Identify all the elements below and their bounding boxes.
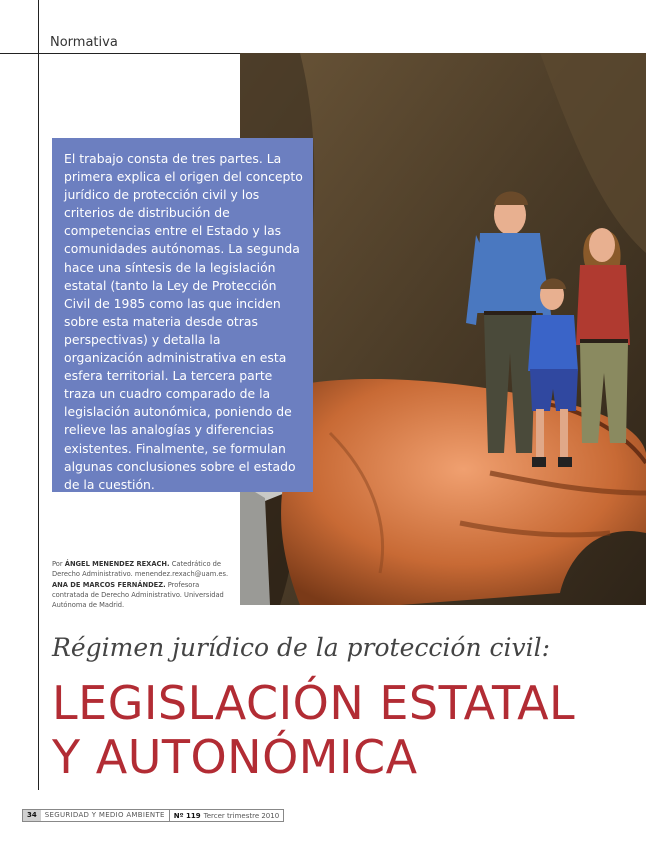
margin-rule-vertical — [38, 0, 39, 790]
magazine-name: SEGURIDAD Y MEDIO AMBIENTE — [41, 810, 170, 821]
credit-prefix: Por — [52, 560, 65, 568]
issue-period: Tercer trimestre 2010 — [203, 811, 280, 820]
article-subtitle: Régimen jurídico de la protección civil: — [52, 633, 551, 662]
section-label: Normativa — [50, 35, 118, 50]
author2-name: ANA DE MARCOS FERNÁNDEZ. — [52, 580, 166, 589]
author1-name: ÁNGEL MENENDEZ REXACH. — [64, 560, 170, 568]
author-credit — [52, 559, 237, 610]
page-number: 34 — [23, 810, 41, 821]
author1-role: Catedrático de Derecho Administrativo. menendez.rexach@uam.es. — [52, 560, 229, 579]
author2-role: Profesora contratada de Derecho Administrativo. Universidad Autónoma de Madrid. — [52, 580, 224, 610]
page-footer — [22, 809, 284, 822]
issue-number: Nº 119 — [173, 811, 201, 820]
title-line-2: Y AUTONÓMICA — [52, 730, 418, 784]
title-line-1: LEGISLACIÓN ESTATAL — [52, 676, 576, 730]
summary-box — [52, 138, 313, 492]
article-title — [52, 676, 575, 784]
summary-text: El trabajo consta de tres partes. La primera explica el origen del concepto jurídico de protección civil y los criterios de distribución de competencias entre el Estado y las comunidades autónomas. La segunda hace una síntesis de la legislación estatal (tanto la Ley de Protección Civil de 1985 como las que inciden sobre esta materia desde otras perspectivas) y detalla la organización administrativa en esta esfera territorial. La tercera parte traza un cuadro comparado de la legislación autonómica, poniendo de relieve las analogías y diferencias existentes. Finalmente, se formulan algunas conclusiones sobre el estado de la cuestión. — [64, 151, 303, 492]
